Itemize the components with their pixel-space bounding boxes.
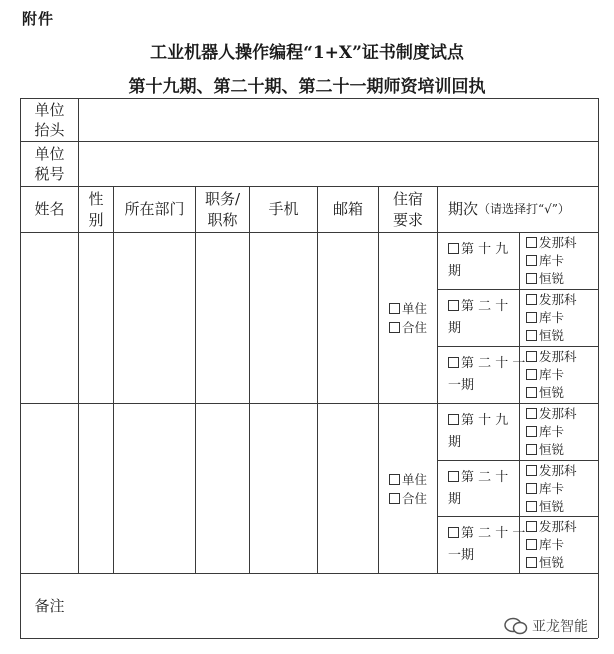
col-department: 所在部门	[124, 200, 185, 219]
period-21-checkbox[interactable]: 第 二 十 一 一期	[448, 356, 526, 393]
tax-number-label: 单位 税号	[34, 144, 65, 183]
brand-hengrui-checkbox[interactable]: 恒锐	[526, 498, 577, 516]
brand-fanuc-checkbox[interactable]: 发那科	[526, 291, 577, 309]
period-19-checkbox[interactable]: 第 十 九 期	[448, 413, 509, 450]
brand-hengrui-checkbox[interactable]: 恒锐	[526, 384, 577, 402]
lodging-shared-checkbox[interactable]: 合住	[389, 318, 427, 337]
col-title: 职务/ 职称	[204, 190, 241, 229]
brand-options	[520, 290, 598, 346]
attachment-label: 附件	[22, 10, 55, 28]
brand-options	[520, 461, 598, 516]
brand-fanuc-checkbox[interactable]: 发那科	[526, 348, 577, 366]
period-21-checkbox[interactable]: 第 二 十 一 一期	[448, 526, 526, 563]
unit-header-field[interactable]	[79, 99, 598, 141]
form-title-line1: 工业机器人操作编程“1+X”证书制度试点	[150, 43, 464, 63]
watermark	[504, 616, 588, 636]
period-20-checkbox[interactable]: 第 二 十 期	[448, 469, 509, 507]
brand-hengrui-checkbox[interactable]: 恒锐	[526, 270, 577, 288]
lodging-single-checkbox[interactable]: 单住	[389, 299, 427, 318]
brand-fanuc-checkbox[interactable]: 发那科	[526, 234, 577, 252]
lodging-options-row2	[379, 404, 437, 573]
brand-kuka-checkbox[interactable]: 库卡	[526, 309, 577, 327]
brand-options	[520, 233, 598, 289]
lodging-single-checkbox[interactable]: 单住	[389, 470, 427, 489]
brand-kuka-checkbox[interactable]: 库卡	[526, 423, 577, 441]
col-period: 期次 （请选择打“√”）	[448, 200, 570, 219]
brand-fanuc-checkbox[interactable]: 发那科	[526, 462, 577, 480]
period-20-checkbox[interactable]: 第 二 十 期	[448, 299, 509, 336]
unit-header-label: 单位 抬头	[34, 100, 65, 139]
brand-kuka-checkbox[interactable]: 库卡	[526, 366, 577, 384]
col-phone: 手机	[268, 200, 299, 219]
form-title-line2: 第十九期、第二十期、第二十一期师资培训回执	[128, 77, 486, 97]
brand-options	[520, 404, 598, 460]
chat-bubble-icon	[504, 617, 528, 635]
brand-kuka-checkbox[interactable]: 库卡	[526, 252, 577, 270]
brand-options	[520, 517, 598, 573]
brand-kuka-checkbox[interactable]: 库卡	[526, 536, 577, 554]
lodging-options-row1	[379, 233, 437, 403]
col-lodging: 住宿 要求	[392, 190, 423, 229]
tax-number-field[interactable]	[79, 142, 598, 186]
period-19-checkbox[interactable]: 第 十 九 期	[448, 242, 509, 279]
brand-hengrui-checkbox[interactable]: 恒锐	[526, 441, 577, 459]
brand-hengrui-checkbox[interactable]: 恒锐	[526, 554, 577, 572]
col-email: 邮箱	[332, 200, 363, 219]
brand-fanuc-checkbox[interactable]: 发那科	[526, 405, 577, 423]
remark-label: 备注	[34, 596, 65, 615]
watermark-text: 亚龙智能	[532, 619, 588, 635]
brand-options	[520, 347, 598, 403]
col-gender: 性 别	[88, 190, 104, 229]
brand-kuka-checkbox[interactable]: 库卡	[526, 480, 577, 498]
brand-fanuc-checkbox[interactable]: 发那科	[526, 518, 577, 536]
brand-hengrui-checkbox[interactable]: 恒锐	[526, 327, 577, 345]
lodging-shared-checkbox[interactable]: 合住	[389, 489, 427, 508]
col-name: 姓名	[34, 200, 65, 219]
